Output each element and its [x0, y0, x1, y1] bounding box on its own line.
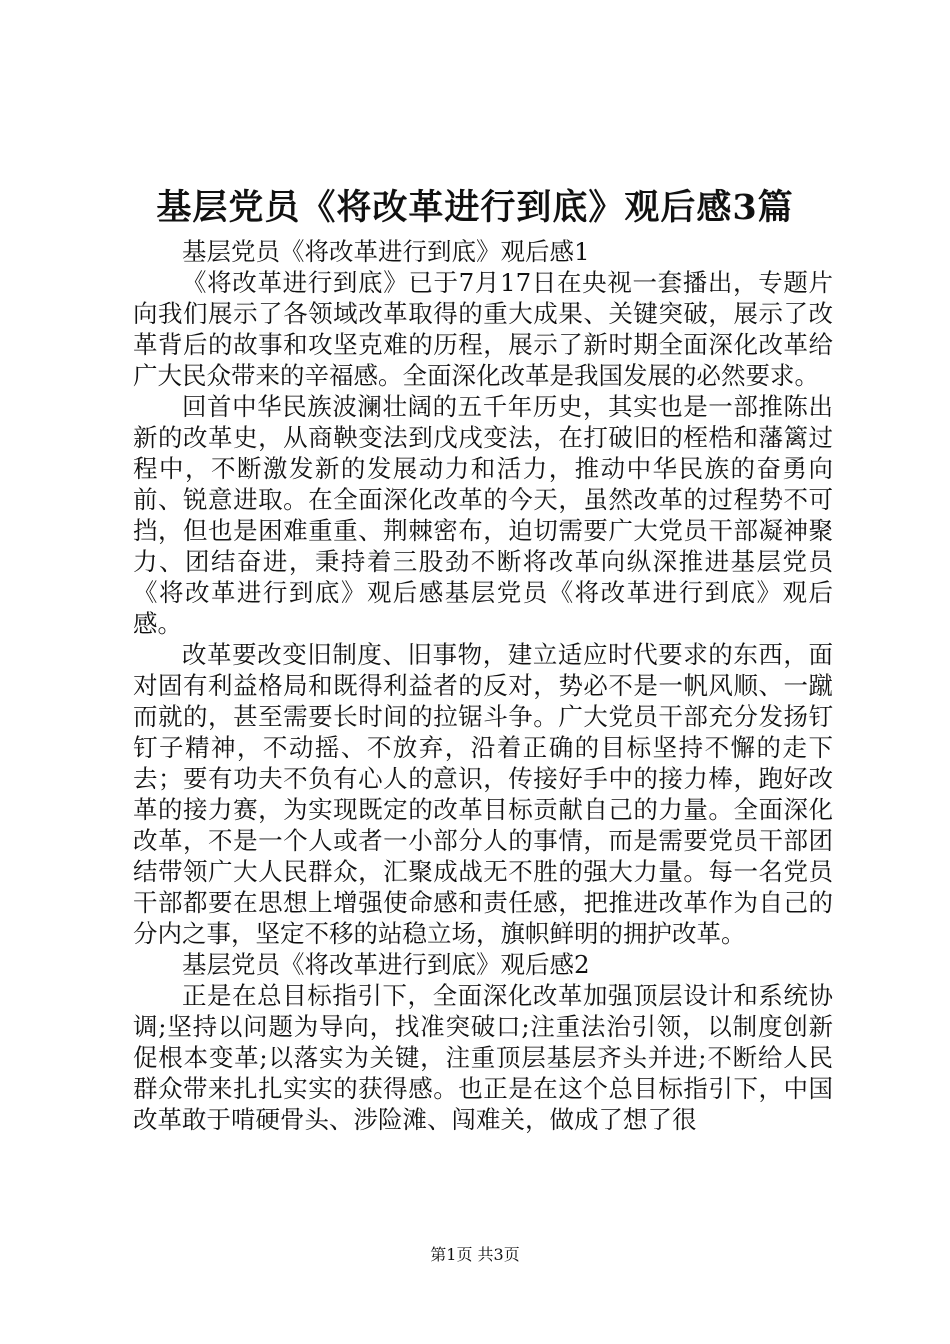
paragraph-2: 回首中华民族波澜壮阔的五千年历史，其实也是一部推陈出新的改革史，从商鞅变法到戊戌变法，在打破旧的桎梏和藩篱过程中，不断激发新的发展动力和活力，推动中华民族的奋勇向前、锐意进取。在全面深化改革的今天，虽然改革的过程势不可挡，但也是困难重重、荆棘密布，迫切需要广大党员干部凝神聚力、团结奋进，秉持着三股劲不断将改革向纵深推进基层党员《将改革进行到底》观后感基层党员《将改革进行到底》观后感。 — [133, 392, 833, 638]
paragraph-4: 正是在总目标指引下，全面深化改革加强顶层设计和系统协调;坚持以问题为导向，找准突破口;注重法治引领，以制度创新促根本变革;以落实为关键，注重顶层基层齐头并进;不断给人民群众带来扎扎实实的获得感。也正是在这个总目标指引下，中国改革敢于啃硬骨头、涉险滩、闯难关，做成了想了很 — [133, 981, 833, 1134]
document-title: 基层党员《将改革进行到底》观后感3篇 — [156, 187, 794, 228]
document-body — [133, 236, 833, 1135]
page-footer: 第1页 共3页 — [430, 1245, 520, 1264]
paragraph-3: 改革要改变旧制度、旧事物，建立适应时代要求的东西，面对固有利益格局和既得利益者的反对，势必不是一帆风顺、一蹴而就的，甚至需要长时间的拉锯斗争。广大党员干部充分发扬钉钉子精神，不动摇、不放弃，沿着正确的目标坚持不懈的走下去；要有功夫不负有心人的意识，传接好手中的接力棒，跑好改革的接力赛，为实现既定的改革目标贡献自己的力量。全面深化改革，不是一个人或者一小部分人的事情，而是需要党员干部团结带领广大人民群众，汇聚成战无不胜的强大力量。每一名党员干部都要在思想上增强使命感和责任感，把推进改革作为自己的分内之事，坚定不移的站稳立场，旗帜鲜明的拥护改革。 — [133, 640, 833, 948]
paragraph-1: 《将改革进行到底》已于7月17日在央视一套播出，专题片向我们展示了各领域改革取得的重大成果、关键突破，展示了改革背后的故事和攻坚克难的历程，展示了新时期全面深化改革给广大民众带来的辛福感。全面深化改革是我国发展的必然要求。 — [133, 268, 833, 390]
section-heading-2: 基层党员《将改革进行到底》观后感2 — [182, 950, 590, 979]
section-heading-1: 基层党员《将改革进行到底》观后感1 — [182, 237, 590, 266]
